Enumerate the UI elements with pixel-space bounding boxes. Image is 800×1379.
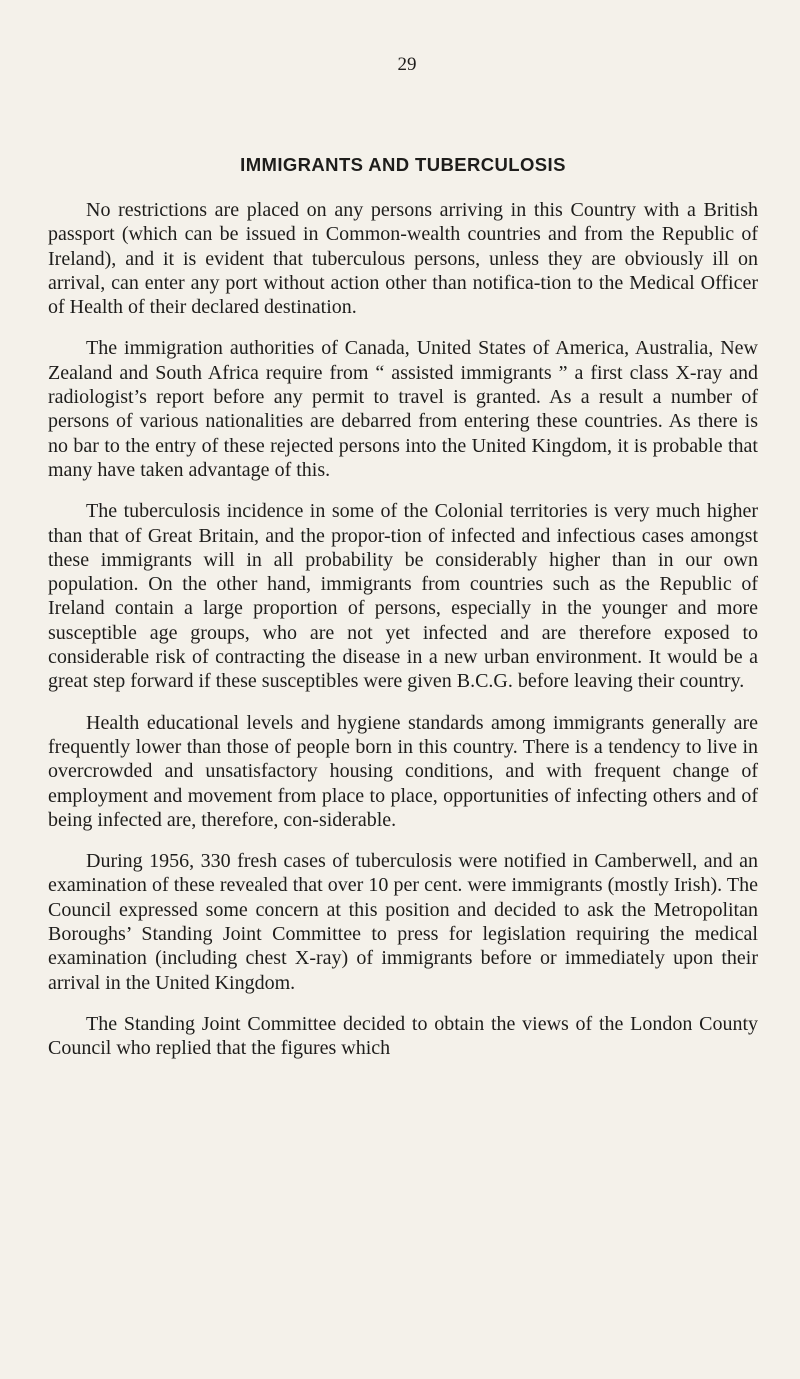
paragraph-1: No restrictions are placed on any persons arriving in this Country with a British passport (which can be issued in Common-wealth countries and from the Republic of Ireland), and it is evident that tuberculous persons, unless they are obviously ill on arrival, can enter any port without action other than notifica-tion to the Medical Officer of Health of their declared destination.	[48, 199, 758, 319]
section-heading: IMMIGRANTS AND TUBERCULOSIS	[240, 154, 566, 175]
paragraph-2: The immigration authorities of Canada, United States of America, Australia, New Zealand and South Africa require from “ assisted immigrants ” a first class X-ray and radiologist’s report before any permit to travel is granted. As a result a number of persons of various nationalities are debarred from entering these countries. As there is no bar to the entry of these rejected persons into the United Kingdom, it is probable that many have taken advantage of this.	[48, 337, 758, 481]
paragraph-5: During 1956, 330 fresh cases of tuberculosis were notified in Camberwell, and an examination of these revealed that over 10 per cent. were immigrants (mostly Irish). The Council expressed some concern at this position and decided to ask the Metropolitan Boroughs’ Standing Joint Committee to press for legislation requiring the medical examination (including chest X-ray) of immigrants before or immediately upon their arrival in the United Kingdom.	[48, 850, 758, 994]
paragraph-6: The Standing Joint Committee decided to obtain the views of the London County Council who replied that the figures which	[48, 1012, 758, 1060]
page-number: 29	[397, 54, 417, 75]
paragraph-4: Health educational levels and hygiene standards among immigrants generally are frequently lower than those of people born in this country. There is a tendency to live in overcrowded and unsatisfactory housing conditions, and with frequent change of employment and movement from place to place, opportunities of infecting others and of being infected are, therefore, con-siderable.	[48, 711, 758, 831]
paragraph-3: The tuberculosis incidence in some of the Colonial territories is very much higher than that of Great Britain, and the propor-tion of infected and infectious cases amongst these immigrants will in all probability be considerably higher than in our own population. On the other hand, immigrants from countries such as the Republic of Ireland contain a large proportion of persons, especially in the younger and more susceptible age groups, who are not yet infected and are therefore exposed to considerable risk of contracting the disease in a new urban environment. It would be a great step forward if these susceptibles were given B.C.G. before leaving their country.	[48, 500, 758, 693]
